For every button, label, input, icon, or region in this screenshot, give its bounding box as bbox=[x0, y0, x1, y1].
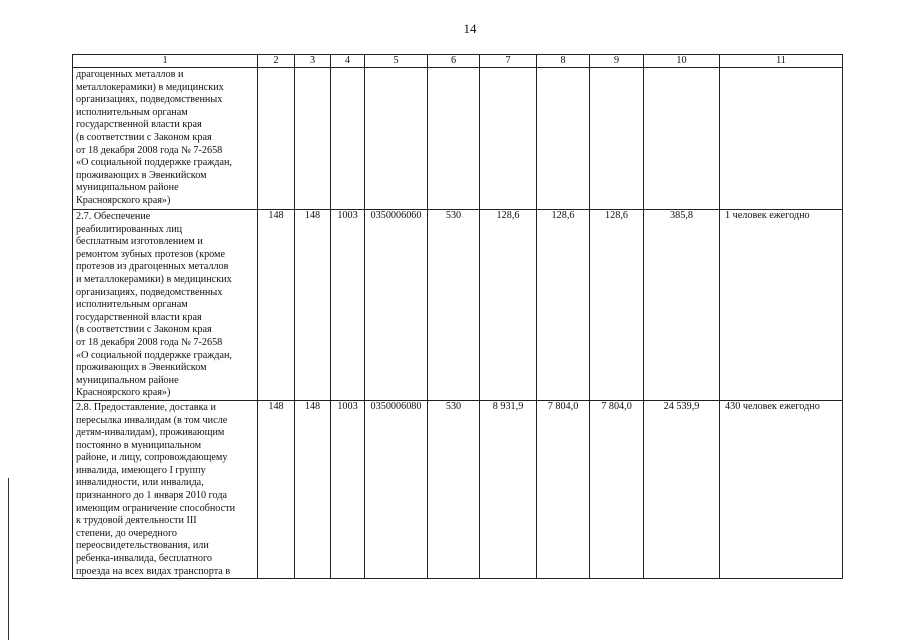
description-line: исполнительным органам bbox=[76, 106, 188, 118]
description-cell bbox=[73, 400, 258, 578]
description-line: степени, до очередного bbox=[76, 527, 177, 539]
description-line: (в соответствии с Законом края bbox=[76, 324, 212, 336]
description-line: инвалидности, или инвалида, bbox=[76, 477, 204, 489]
column-header: 1 bbox=[73, 55, 258, 68]
budget-table bbox=[72, 54, 843, 579]
description-line: признанного до 1 января 2010 года bbox=[76, 490, 228, 502]
description-line: государственной власти края bbox=[76, 119, 202, 131]
cell-col10: 385,8 bbox=[644, 210, 720, 401]
cell-col9 bbox=[590, 68, 644, 210]
cell-col5: 0350006080 bbox=[365, 400, 428, 578]
column-header: 3 bbox=[295, 55, 331, 68]
cell-col5 bbox=[365, 68, 428, 210]
cell-col11: 1 человек ежегодно bbox=[720, 210, 843, 401]
column-header: 11 bbox=[720, 55, 843, 68]
cell-col4: 1003 bbox=[331, 210, 365, 401]
description-line: инвалида, имеющего I группу bbox=[76, 464, 206, 476]
cell-col10: 24 539,9 bbox=[644, 400, 720, 578]
column-header: 5 bbox=[365, 55, 428, 68]
cell-col9: 7 804,0 bbox=[590, 400, 644, 578]
description-line: проживающих в Эвенкийском bbox=[76, 169, 207, 181]
description-line: постоянно в муниципальном bbox=[76, 439, 202, 451]
header-row bbox=[73, 55, 843, 68]
description-line: переосвидетельствования, или bbox=[76, 540, 209, 552]
description-line: проезда на всех видах транспорта в bbox=[76, 565, 231, 577]
column-header: 8 bbox=[537, 55, 590, 68]
description-line: Красноярского края») bbox=[76, 387, 171, 399]
description-line: ребенка-инвалида, бесплатного bbox=[76, 553, 213, 565]
description-line: Красноярского края») bbox=[76, 194, 171, 206]
description-line: исполнительным органам bbox=[76, 299, 188, 311]
description-line: 2.8. Предоставление, доставка и bbox=[76, 401, 216, 413]
cell-col3 bbox=[295, 68, 331, 210]
cell-col2 bbox=[258, 68, 295, 210]
description-line: металлокерамики) в медицинских bbox=[76, 81, 224, 93]
description-cell bbox=[73, 210, 258, 401]
description-line: «О социальной поддержке граждан, bbox=[76, 349, 232, 361]
column-header: 2 bbox=[258, 55, 295, 68]
description-line: организациях, подведомственных bbox=[76, 94, 223, 106]
cell-col5: 0350006060 bbox=[365, 210, 428, 401]
description-line: государственной власти края bbox=[76, 311, 202, 323]
cell-col3: 148 bbox=[295, 210, 331, 401]
cell-col11: 430 человек ежегодно bbox=[720, 400, 843, 578]
column-header: 7 bbox=[480, 55, 537, 68]
page-number: 14 bbox=[463, 21, 477, 36]
cell-col8: 128,6 bbox=[537, 210, 590, 401]
cell-col8: 7 804,0 bbox=[537, 400, 590, 578]
cell-col8 bbox=[537, 68, 590, 210]
description-line: ремонтом зубных протезов (кроме bbox=[76, 248, 226, 260]
description-line: к трудовой деятельности III bbox=[76, 515, 197, 527]
cell-col11 bbox=[720, 68, 843, 210]
column-header: 10 bbox=[644, 55, 720, 68]
description-line: пересылка инвалидам (в том числе bbox=[76, 414, 228, 426]
cell-col7: 8 931,9 bbox=[480, 400, 537, 578]
table-row bbox=[73, 68, 843, 210]
table-row bbox=[73, 400, 843, 578]
cell-col6: 530 bbox=[428, 400, 480, 578]
table-row bbox=[73, 210, 843, 401]
cell-col9: 128,6 bbox=[590, 210, 644, 401]
margin-rule bbox=[8, 478, 9, 640]
cell-col6: 530 bbox=[428, 210, 480, 401]
cell-col10 bbox=[644, 68, 720, 210]
description-line: 2.7. Обеспечение bbox=[76, 211, 151, 222]
description-line: районе, и лицу, сопровождающему bbox=[76, 452, 228, 464]
description-line: организациях, подведомственных bbox=[76, 286, 223, 298]
column-header: 4 bbox=[331, 55, 365, 68]
cell-col2: 148 bbox=[258, 210, 295, 401]
description-line: от 18 декабря 2008 года № 7-2658 bbox=[76, 144, 223, 156]
cell-col7 bbox=[480, 68, 537, 210]
column-header: 6 bbox=[428, 55, 480, 68]
description-line: (в соответствии с Законом края bbox=[76, 131, 212, 143]
description-line: от 18 декабря 2008 года № 7-2658 bbox=[76, 336, 223, 348]
description-line: имеющим ограничение способности bbox=[76, 502, 236, 514]
description-line: и металлокерамики) в медицинских bbox=[76, 273, 232, 285]
cell-col7: 128,6 bbox=[480, 210, 537, 401]
description-line: бесплатным изготовлением и bbox=[76, 236, 203, 248]
description-line: муниципальном районе bbox=[76, 182, 179, 194]
description-line: проживающих в Эвенкийском bbox=[76, 362, 207, 374]
cell-col2: 148 bbox=[258, 400, 295, 578]
description-line: реабилитированных лиц bbox=[76, 223, 183, 235]
cell-col3: 148 bbox=[295, 400, 331, 578]
column-header: 9 bbox=[590, 55, 644, 68]
cell-col4: 1003 bbox=[331, 400, 365, 578]
description-line: драгоценных металлов и bbox=[76, 69, 184, 80]
description-line: детям-инвалидам), проживающим bbox=[76, 427, 225, 439]
description-line: «О социальной поддержке граждан, bbox=[76, 157, 232, 169]
cell-col6 bbox=[428, 68, 480, 210]
description-line: муниципальном районе bbox=[76, 374, 179, 386]
description-cell bbox=[73, 68, 258, 210]
cell-col4 bbox=[331, 68, 365, 210]
description-line: протезов из драгоценных металлов bbox=[76, 261, 229, 273]
